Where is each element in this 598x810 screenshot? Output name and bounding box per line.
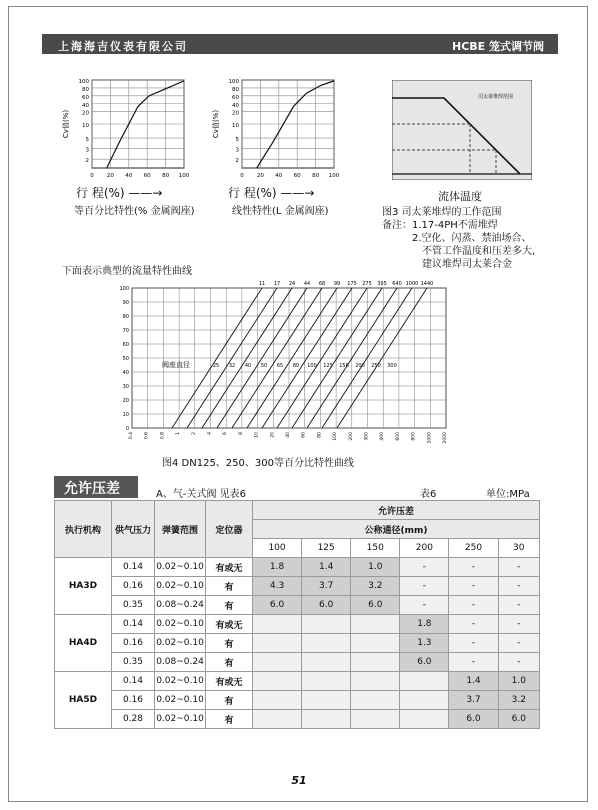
pressure-cell: [253, 653, 302, 672]
y-tick-label: 100: [78, 79, 89, 85]
x-tick-label: 40: [125, 173, 133, 179]
x-tick-label: 1000: [427, 432, 433, 444]
seat-diameter-value: 40: [244, 363, 252, 369]
dn-col: 150: [351, 539, 400, 558]
pressure-cell: -: [449, 596, 498, 615]
table-row: [55, 615, 540, 634]
x-tick-label: 60: [143, 173, 151, 179]
pressure-cell: -: [498, 596, 539, 615]
seat-diameter-value: 150: [339, 363, 349, 369]
x-tick-label: 0: [90, 173, 94, 179]
y-tick-label: 60: [122, 342, 129, 348]
pos-cell: 有: [206, 634, 253, 653]
x-tick-label: 0: [240, 173, 244, 179]
fig3-axis-label: 流体温度: [438, 190, 482, 203]
y-tick-label: 10: [82, 123, 89, 129]
pressure-cell: 6.0: [253, 596, 302, 615]
page-number: 51: [291, 774, 307, 787]
pressure-cell: 6.0: [302, 596, 351, 615]
pressure-cell: [253, 710, 302, 729]
supply-cell: 0.16: [112, 634, 155, 653]
pressure-cell: -: [449, 653, 498, 672]
top-flow-label: 17: [273, 281, 281, 287]
x-tick-label: 6: [223, 432, 229, 435]
spring-cell: 0.02~0.10: [155, 615, 206, 634]
y-tick-label: 40: [122, 370, 129, 376]
top-flow-label: 68: [318, 281, 326, 287]
fig3-note-4: 建议堆焊司太莱合金: [422, 259, 512, 270]
flow-characteristic-chart: [106, 278, 466, 448]
y-tick-label: 0: [125, 426, 129, 432]
pressure-cell: 6.0: [498, 710, 539, 729]
y-tick-label: 30: [122, 384, 129, 390]
x-tick-label: 80: [162, 173, 170, 179]
top-flow-label: 175: [347, 281, 357, 287]
table-number: 表6: [420, 489, 437, 500]
pressure-cell: 3.7: [449, 691, 498, 710]
x-tick-label: 40: [286, 432, 291, 438]
y-tick-label: 70: [122, 328, 129, 334]
spring-cell: 0.02~0.10: [155, 672, 206, 691]
pressure-cell: -: [498, 615, 539, 634]
pressure-cell: -: [449, 577, 498, 596]
table-row: [55, 634, 540, 653]
section-subtitle: A、气-关式阀 见表6: [156, 489, 246, 500]
supply-cell: 0.28: [112, 710, 155, 729]
supply-cell: 0.14: [112, 615, 155, 634]
pressure-cell: [302, 691, 351, 710]
fig3-legend: 司太莱堆焊范围: [478, 94, 514, 100]
pressure-cell: [253, 691, 302, 710]
fig1-caption: 等百分比特性(% 金属阀座): [74, 206, 195, 217]
x-tick-label: 60: [301, 432, 307, 438]
page-header: [42, 34, 558, 54]
spring-cell: 0.02~0.10: [155, 577, 206, 596]
table-row: [55, 653, 540, 672]
supply-cell: 0.35: [112, 596, 155, 615]
pressure-cell: 1.8: [400, 615, 449, 634]
pressure-cell: 6.0: [449, 710, 498, 729]
seat-diameter-value: 32: [228, 363, 236, 369]
top-flow-label: 640: [392, 281, 402, 287]
y-axis-label: Cv值(%): [212, 109, 220, 139]
pressure-cell: [351, 653, 400, 672]
pressure-cell: [302, 634, 351, 653]
x-tick-label: 0.6: [144, 432, 150, 440]
seat-diameter-label: 阀座直径: [162, 361, 190, 369]
linear-chart: [208, 76, 348, 186]
top-flow-label: 99: [333, 281, 341, 287]
x-tick-label: 10: [254, 432, 260, 438]
y-tick-label: 3: [85, 147, 89, 154]
x-tick-label: 20: [106, 173, 114, 179]
pos-cell: 有或无: [206, 558, 253, 577]
pressure-cell: 6.0: [351, 596, 400, 615]
seat-diameter-value: 300: [387, 363, 397, 369]
x-tick-label: 300: [364, 432, 370, 441]
pressure-cell: 1.0: [351, 558, 400, 577]
top-flow-label: 44: [303, 281, 311, 287]
pressure-cell: -: [498, 634, 539, 653]
y-tick-label: 80: [232, 86, 239, 93]
th-spring: 弹簧范围: [155, 501, 206, 558]
pressure-cell: -: [449, 634, 498, 653]
pressure-cell: [302, 615, 351, 634]
pressure-cell: [351, 691, 400, 710]
spring-cell: 0.02~0.10: [155, 558, 206, 577]
supply-cell: 0.14: [112, 558, 155, 577]
fig3-notes: [382, 206, 535, 271]
x-tick-label: 20: [270, 432, 276, 438]
seat-diameter-value: 125: [323, 363, 333, 369]
y-tick-label: 100: [119, 286, 129, 292]
pos-cell: 有: [206, 691, 253, 710]
allowable-pressure-title: [54, 476, 138, 498]
table-row: [55, 558, 540, 577]
fig3-caption: 图3 司太莱堆焊的工作范围: [382, 207, 502, 218]
x-tick-label: 4: [207, 432, 213, 435]
y-tick-label: 60: [232, 94, 239, 101]
x-tick-label: 800: [411, 432, 417, 441]
pressure-cell: [400, 691, 449, 710]
y-tick-label: 20: [232, 110, 239, 117]
y-axis-label: Cv值(%): [62, 109, 70, 139]
spring-cell: 0.08~0.24: [155, 653, 206, 672]
pressure-cell: -: [400, 577, 449, 596]
pressure-cell: -: [449, 558, 498, 577]
pressure-cell: [253, 672, 302, 691]
seat-diameter-value: 80: [292, 363, 300, 369]
fig4-caption: 图4 DN125、250、300等百分比特性曲线: [162, 458, 354, 469]
y-tick-label: 40: [232, 102, 239, 109]
seat-diameter-value: 50: [260, 363, 268, 369]
fig1-x-label: 行 程(%) ——→: [76, 186, 163, 200]
pressure-cell: [302, 672, 351, 691]
x-tick-label: 100: [178, 173, 190, 179]
company-name: 上海海吉仪表有限公司: [58, 40, 188, 53]
x-tick-label: 60: [293, 173, 301, 179]
pressure-cell: 3.2: [498, 691, 539, 710]
y-tick-label: 50: [122, 356, 129, 362]
top-flow-label: 24: [288, 281, 296, 287]
y-tick-label: 10: [232, 123, 239, 129]
x-tick-label: 0.4: [129, 432, 134, 440]
pressure-cell: [253, 615, 302, 634]
supply-cell: 0.16: [112, 577, 155, 596]
x-tick-label: 600: [395, 432, 401, 441]
th-actuator: 执行机构: [55, 501, 112, 558]
dn-col: 200: [400, 539, 449, 558]
table-row: [55, 672, 540, 691]
pressure-cell: 1.3: [400, 634, 449, 653]
pressure-cell: [302, 653, 351, 672]
fig3-note-3: 不管工作温度和压差多大,: [422, 246, 536, 257]
pressure-cell: [302, 710, 351, 729]
pressure-cell: -: [498, 558, 539, 577]
pos-cell: 有: [206, 596, 253, 615]
pressure-cell: 3.7: [302, 577, 351, 596]
pressure-cell: 1.0: [498, 672, 539, 691]
x-tick-label: 80: [312, 173, 320, 179]
pressure-cell: [400, 710, 449, 729]
actuator-cell: HA5D: [55, 672, 112, 729]
seat-diameter-value: 100: [307, 363, 317, 369]
y-tick-label: 20: [122, 398, 129, 404]
table-row: [55, 710, 540, 729]
x-tick-label: 100: [328, 173, 340, 179]
pressure-cell: [351, 634, 400, 653]
pressure-cell: [351, 615, 400, 634]
th-positioner: 定位器: [206, 501, 253, 558]
seat-diameter-value: 65: [276, 363, 284, 369]
th-allowable: 允许压差: [253, 501, 540, 520]
top-flow-label: 11: [258, 281, 266, 287]
pos-cell: 有: [206, 653, 253, 672]
x-tick-label: 100: [333, 432, 339, 441]
table-row: [55, 691, 540, 710]
equal-percentage-chart: [58, 76, 198, 186]
pressure-cell: 1.4: [449, 672, 498, 691]
dn-col: 30: [498, 539, 539, 558]
dn-col: 100: [253, 539, 302, 558]
x-tick-label: 200: [348, 432, 354, 441]
product-name: HCBE 笼式调节阀: [451, 40, 544, 53]
spring-cell: 0.02~0.10: [155, 691, 206, 710]
top-flow-label: 275: [362, 281, 372, 287]
pos-cell: 有或无: [206, 672, 253, 691]
x-tick-label: 2: [191, 432, 197, 435]
seat-diameter-value: 200: [355, 363, 365, 369]
fig3-note-2: 2.空化、闪蒸、禁油场合、: [412, 233, 532, 244]
section-title: 允许压差: [64, 481, 120, 497]
th-supply: 供气压力: [112, 501, 155, 558]
supply-cell: 0.35: [112, 653, 155, 672]
x-tick-label: 1: [176, 432, 182, 435]
fig3-note-1: 备注：1.17-4PH不需堆焊: [382, 220, 498, 231]
pressure-cell: -: [400, 596, 449, 615]
table-unit: 单位:MPa: [486, 489, 530, 500]
x-tick-label: 8: [238, 432, 244, 435]
dn-col: 125: [302, 539, 351, 558]
pos-cell: 有或无: [206, 615, 253, 634]
pressure-cell: 3.2: [351, 577, 400, 596]
allowable-pressure-table: [54, 500, 540, 729]
pressure-cell: 1.8: [253, 558, 302, 577]
supply-cell: 0.16: [112, 691, 155, 710]
x-tick-label: 40: [275, 173, 283, 179]
stellite-range-diagram: [392, 80, 532, 180]
y-tick-label: 80: [82, 86, 89, 93]
actuator-cell: HA3D: [55, 558, 112, 615]
y-tick-label: 3: [235, 147, 239, 154]
x-tick-label: 20: [256, 173, 264, 179]
y-tick-label: 2: [85, 158, 89, 165]
pressure-cell: -: [449, 615, 498, 634]
spring-cell: 0.02~0.10: [155, 710, 206, 729]
fig2-caption: 线性特性(L 金属阀座): [232, 206, 329, 217]
x-tick-label: 80: [317, 432, 323, 438]
seat-diameter-value: 25: [212, 363, 220, 369]
table-row: [55, 577, 540, 596]
y-tick-label: 60: [82, 94, 89, 101]
pressure-cell: 1.4: [302, 558, 351, 577]
x-tick-label: 2000: [443, 432, 448, 444]
fig2-x-label: 行 程(%) ——→: [228, 186, 315, 200]
actuator-cell: HA4D: [55, 615, 112, 672]
spring-cell: 0.08~0.24: [155, 596, 206, 615]
x-tick-label: 0.8: [160, 432, 166, 440]
y-tick-label: 40: [82, 102, 89, 109]
y-tick-label: 20: [82, 110, 89, 117]
pressure-cell: -: [498, 577, 539, 596]
dn-col: 250: [449, 539, 498, 558]
y-tick-label: 80: [122, 314, 129, 320]
pressure-cell: [351, 710, 400, 729]
th-nominal-dn: 公称通径(mm): [253, 520, 540, 539]
fig4-intro: 下面表示典型的流量特性曲线: [62, 266, 192, 277]
pressure-cell: [351, 672, 400, 691]
seat-diameter-value: 250: [371, 363, 381, 369]
y-tick-label: 100: [228, 79, 239, 85]
y-tick-label: 90: [122, 300, 129, 306]
y-tick-label: 10: [122, 412, 129, 418]
pressure-cell: [253, 634, 302, 653]
pos-cell: 有: [206, 577, 253, 596]
y-tick-label: 5: [235, 137, 239, 144]
pos-cell: 有: [206, 710, 253, 729]
pressure-cell: -: [400, 558, 449, 577]
supply-cell: 0.14: [112, 672, 155, 691]
pressure-cell: 6.0: [400, 653, 449, 672]
table-row: [55, 596, 540, 615]
top-flow-label: 1000: [405, 281, 419, 287]
pressure-cell: [400, 672, 449, 691]
x-tick-label: 400: [380, 432, 386, 441]
y-tick-label: 2: [235, 158, 239, 165]
spring-cell: 0.02~0.10: [155, 634, 206, 653]
top-flow-label: 395: [377, 281, 387, 287]
pressure-cell: 4.3: [253, 577, 302, 596]
y-tick-label: 5: [85, 137, 89, 144]
pressure-cell: -: [498, 653, 539, 672]
top-flow-label: 1440: [420, 281, 434, 287]
